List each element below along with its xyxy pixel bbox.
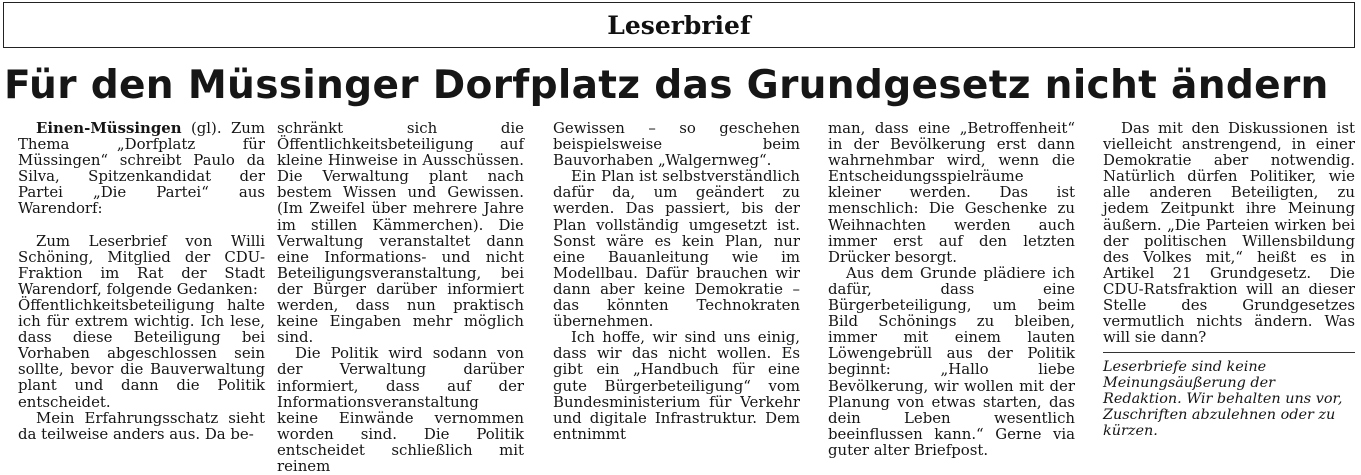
article-column-3	[553, 119, 800, 443]
paragraph: schränkt sich die Öffentlichkeitsbeteiligung auf kleine Hinweise in Ausschüssen. Die Verwaltung plant nach bestem Wissen und Gewissen. (Im Zweifel über mehrere Jahre im stillen Kämmerchen). Die Verwaltung veranstaltet dann eine Informations- und nicht Beteiligungsveranstaltung, bei der Bürger darüber informiert werden, dass nun praktisch keine Eingaben mehr möglich sind.	[277, 119, 524, 347]
article-column-2	[277, 119, 524, 475]
paragraph-text: (gl). Zum Thema „Dorfplatz für Müssingen“ schreibt Paulo da Silva, Spitzenkandidat der Partei „Die Partei“ aus Warendorf:	[18, 119, 265, 218]
paragraph: Öffentlichkeitsbeteiligung halte ich für extrem wichtig. Ich lese, dass diese Beteiligung bei Vorhaben abgeschlossen sein sollte, bevor die Bauverwaltung plant und dann die Politik entscheidet.	[18, 295, 265, 411]
paragraph: Ich hoffe, wir sind uns einig, dass wir das nicht wollen. Es gibt ein „Handbuch für eine gute Bürgerbeteiligung“ vom Bundesministerium für Verkehr und digitale Infrastruktur. Dem entnimmt	[553, 328, 800, 443]
paragraph: man, dass eine „Betroffenheit“ in der Bevölkerung erst dann wahrnehmbar wird, wenn die Entscheidungsspielräume kleiner werden. Das ist menschlich: Die Geschenke zu Weihnachten werden auch immer erst auf den letzten Drücker besorgt.	[828, 119, 1075, 266]
paragraph: Gewissen – so geschehen beispielsweise beim Bauvorhaben „Walgernweg“.	[553, 119, 800, 170]
paragraph: Ein Plan ist selbstverständlich dafür da, um geändert zu werden. Das passiert, bis der Plan vollständig umgesetzt ist. Sonst wäre es kein Plan, nur eine Bauanleitung wie im Modellbau. Dafür brauchen wir dann aber keine Demokratie – das könnten Technokraten übernehmen.	[553, 167, 800, 331]
paragraph: Aus dem Grunde plädiere ich dafür, dass eine Bürgerbeteiligung, um beim Bild Schönings zu bleiben, immer mit einem lauten Löwengebrüll aus der Politik beginnt: „Hallo liebe Bevölkerung, wir wollen mit der Planung von etwas starten, das dein Leben wesentlich beeinflussen kann.“ Gerne via guter alter Briefpost.	[828, 263, 1075, 459]
paragraph: Das mit den Diskussionen ist vielleicht anstrengend, in einer Demokratie aber notwendig. Natürlich dürfen Politiker, wie alle anderen Beteiligten, zu jedem Zeitpunkt ihre Meinung äußern. „Die Parteien wirken bei der politischen Willensbildung des Volkes mit,“ heißt es in Artikel 21 Grundgesetz. Die CDU-Ratsfraktion will an dieser Stelle des Grundgesetzes vermutlich nichts ändern. Was will sie dann?	[1103, 119, 1355, 347]
paragraph: Mein Erfahrungsschatz sieht da teilweise anders aus. Da be-	[18, 408, 265, 443]
paragraph: Zum Leserbrief von Willi Schöning, Mitglied der CDU-Fraktion im Rat der Stadt Warendorf, folgende Gedanken:	[18, 231, 265, 298]
section-header-box	[3, 2, 1355, 48]
article-column-4	[828, 119, 1075, 459]
article-column-5	[1103, 119, 1355, 440]
paragraph: Die Politik wird sodann von der Verwaltung darüber informiert, dass auf der Informationsveranstaltung keine Einwände vernommen worden sind. Die Politik entscheidet schließlich mit reinem	[277, 344, 524, 475]
note-divider	[1103, 352, 1355, 353]
dateline: Einen-Müssingen	[36, 119, 182, 137]
section-label: Leserbrief	[607, 10, 751, 40]
article-column-1	[18, 119, 265, 443]
article-headline: Für den Müssinger Dorfplatz das Grundgesetz nicht ändern	[4, 62, 1329, 108]
lead-paragraph	[18, 120, 265, 217]
editorial-note: Leserbriefe sind keine Meinungsäußerung der Redaktion. Wir behalten uns vor, Zuschriften abzulehnen oder zu kürzen.	[1103, 359, 1343, 440]
